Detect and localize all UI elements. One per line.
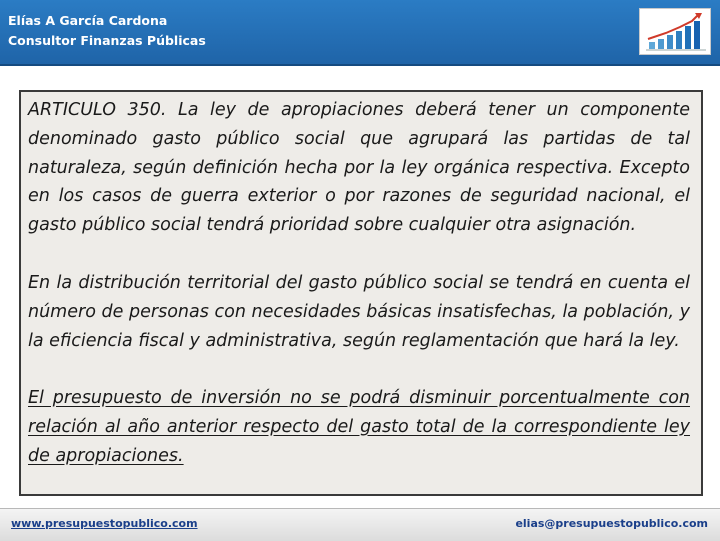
- author-role: Consultor Finanzas Públicas: [8, 33, 206, 48]
- website-link[interactable]: www.presupuestopublico.com: [11, 517, 198, 530]
- footer-bar: [0, 508, 720, 541]
- email-link[interactable]: elias@presupuestopublico.com: [515, 517, 708, 530]
- article-box: [19, 90, 703, 496]
- article-paragraph-3: El presupuesto de inversión no se podrá disminuir porcentualmente con relación al año anterior respecto del gasto total de la correspondiente ley de apropiaciones.: [28, 388, 690, 466]
- header-bar: [0, 0, 720, 66]
- article-paragraph-1: ARTICULO 350. La ley de apropiaciones deberá tener un componente denominado gasto público social que agrupará las partidas de tal naturaleza, según definición hecha por la ley orgánica respectiva. Excepto en los casos de guerra exterior o por razones de seguridad nacional, el gasto público social tendrá prioridad sobre cualquier otra asignación.: [28, 100, 690, 236]
- article-paragraph-2: En la distribución territorial del gasto público social se tendrá en cuenta el número de personas con necesidades básicas insatisfechas, la población, y la eficiencia fiscal y administrativa, según reglamentación que hará la ley.: [28, 273, 690, 351]
- author-name: Elías A García Cardona: [8, 13, 168, 28]
- growth-bar-chart-icon: [639, 8, 711, 55]
